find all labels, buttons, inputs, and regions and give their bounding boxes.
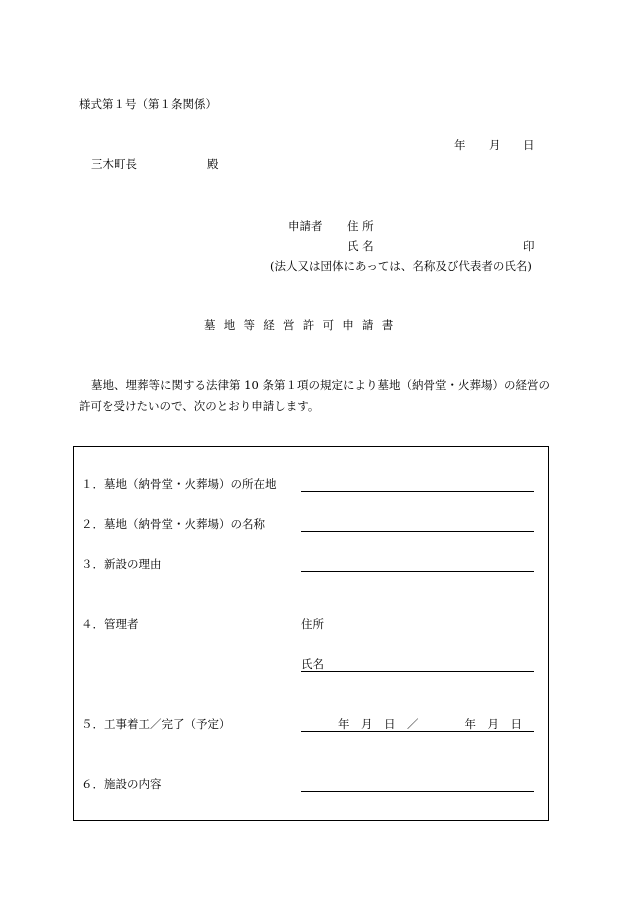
date-day: 日 — [523, 138, 535, 152]
manager-name-field[interactable] — [301, 671, 534, 672]
addressee-mayor: 三木町長 — [91, 157, 137, 171]
item-name-field[interactable] — [301, 531, 534, 532]
item-facility-field[interactable] — [301, 791, 534, 792]
seal-mark: 印 — [523, 239, 535, 253]
applicant-note: (法人又は団体にあっては、名称及び代表者の氏名) — [270, 259, 532, 273]
document-title: 墓 地 等 経 営 許 可 申 請 書 — [204, 318, 396, 332]
applicant-name-label: 氏 名 — [347, 239, 374, 253]
item-name-label: ２．墓地（納骨堂・火葬場）の名称 — [81, 517, 265, 531]
form-number: 様式第１号（第１条関係） — [79, 97, 217, 111]
item-location-field[interactable] — [301, 491, 534, 492]
addressee-honorific: 殿 — [207, 157, 219, 171]
item-manager-label: ４．管理者 — [81, 617, 139, 631]
item-construction-label: ５．工事着工／完了（予定） — [81, 717, 231, 731]
body-text-line-1: 墓地、埋葬等に関する法律第 10 条第１項の規定により墓地（納骨堂・火葬場）の経営の — [91, 378, 550, 392]
date-month: 月 — [489, 138, 501, 152]
construction-date-value: 年 月 日 ／ 年 月 日 — [338, 717, 522, 731]
body-text-line-2: 許可を受けたいので、次のとおり申請します。 — [79, 399, 320, 413]
item-reason-field[interactable] — [301, 571, 534, 572]
manager-address-label: 住所 — [301, 617, 324, 631]
item-facility-label: ６．施設の内容 — [81, 777, 162, 791]
date-year: 年 — [454, 138, 466, 152]
construction-date-field[interactable] — [301, 731, 534, 732]
applicant-address-label: 住 所 — [347, 219, 374, 233]
application-items-box — [73, 446, 549, 821]
manager-name-label: 氏名 — [301, 657, 324, 671]
item-reason-label: ３．新設の理由 — [81, 557, 162, 571]
item-location-label: １．墓地（納骨堂・火葬場）の所在地 — [81, 477, 277, 491]
applicant-label: 申請者 — [288, 219, 323, 233]
